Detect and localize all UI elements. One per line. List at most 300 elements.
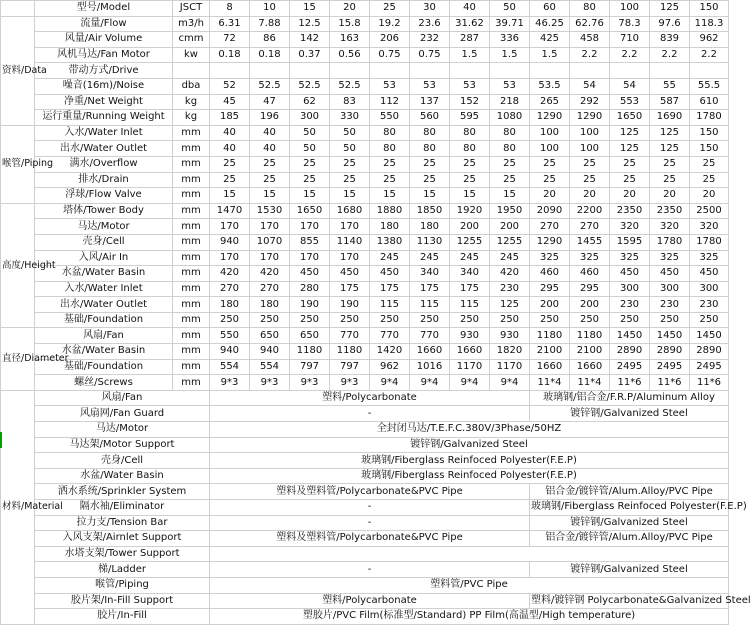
value-cell: 175 xyxy=(410,281,450,297)
value-cell: 196 xyxy=(250,110,290,126)
value-cell: 180 xyxy=(210,297,250,313)
value-cell: 1140 xyxy=(330,234,370,250)
param-label: 风机马达/Fan Motor xyxy=(35,47,173,63)
value-cell: 250 xyxy=(530,312,570,328)
value-cell: 0.18 xyxy=(210,47,250,63)
model-value: 80 xyxy=(570,1,610,17)
value-cell: 54 xyxy=(610,78,650,94)
value-cell xyxy=(490,63,530,79)
value-cell: 650 xyxy=(250,328,290,344)
material-param-label: 马达/Motor xyxy=(35,422,210,438)
value-cell: 250 xyxy=(250,312,290,328)
green-marker xyxy=(0,432,2,448)
value-cell: 185 xyxy=(210,110,250,126)
value-cell: 1420 xyxy=(370,344,410,360)
value-cell: 25 xyxy=(530,172,570,188)
unit-label: mm xyxy=(173,375,210,391)
value-cell: 460 xyxy=(530,266,570,282)
value-cell: 80 xyxy=(410,125,450,141)
unit-label: mm xyxy=(173,156,210,172)
value-cell: 1255 xyxy=(450,234,490,250)
value-cell: 1950 xyxy=(490,203,530,219)
unit-label: mm xyxy=(173,125,210,141)
value-cell: 450 xyxy=(690,266,729,282)
value-cell: 52.5 xyxy=(330,78,370,94)
value-cell: 25 xyxy=(570,156,610,172)
value-cell: 97.6 xyxy=(650,16,690,32)
value-cell: 50 xyxy=(290,125,330,141)
param-label: 净重/Net Weight xyxy=(35,94,173,110)
material-param-label: 入风支架/Airnlet Support xyxy=(35,531,210,547)
value-cell: 650 xyxy=(290,328,330,344)
value-cell: 940 xyxy=(250,344,290,360)
value-cell: 170 xyxy=(210,219,250,235)
value-cell: 770 xyxy=(370,328,410,344)
value-cell: 170 xyxy=(210,250,250,266)
value-cell: 25 xyxy=(330,172,370,188)
value-cell: 320 xyxy=(650,219,690,235)
material-row xyxy=(1,609,729,625)
value-cell: 325 xyxy=(650,250,690,266)
value-cell: 15 xyxy=(330,188,370,204)
value-cell: 2.2 xyxy=(570,47,610,63)
value-cell: 86 xyxy=(250,32,290,48)
material-param-label: 水塔支架/Tower Support xyxy=(35,546,210,562)
model-value: 60 xyxy=(530,1,570,17)
value-cell: 170 xyxy=(250,250,290,266)
value-cell: 7.88 xyxy=(250,16,290,32)
value-cell: 25 xyxy=(370,156,410,172)
value-cell: 1780 xyxy=(690,110,729,126)
unit-label xyxy=(173,63,210,79)
value-cell: 9*3 xyxy=(210,375,250,391)
param-label: 流量/Flow xyxy=(35,16,173,32)
value-cell: 6.31 xyxy=(210,16,250,32)
value-cell: 1450 xyxy=(690,328,729,344)
table-row xyxy=(1,125,729,141)
value-cell: 300 xyxy=(690,281,729,297)
material-value-small: - xyxy=(210,500,530,516)
table-row xyxy=(1,297,729,313)
value-cell: 610 xyxy=(690,94,729,110)
material-value-large: 铝合金/镀锌管/Alum.Alloy/PVC Pipe xyxy=(530,484,729,500)
spec-table-body xyxy=(1,1,751,625)
value-cell: 142 xyxy=(290,32,330,48)
value-cell: 770 xyxy=(330,328,370,344)
param-label: 水盆/Water Basin xyxy=(35,344,173,360)
value-cell: 420 xyxy=(490,266,530,282)
value-cell: 200 xyxy=(570,297,610,313)
value-cell: 2350 xyxy=(610,203,650,219)
value-cell: 11*4 xyxy=(530,375,570,391)
value-cell: 232 xyxy=(410,32,450,48)
value-cell xyxy=(450,63,490,79)
value-cell: 40 xyxy=(250,141,290,157)
value-cell: 1450 xyxy=(610,328,650,344)
value-cell: 25 xyxy=(370,172,410,188)
value-cell: 25 xyxy=(250,156,290,172)
category-label: 直径/Diameter xyxy=(1,328,35,390)
model-value: 20 xyxy=(330,1,370,17)
value-cell: 53 xyxy=(410,78,450,94)
value-cell: 40 xyxy=(210,141,250,157)
material-value-large: 塑料/镀锌钢 Polycarbonate&Galvanized Steel xyxy=(530,593,729,609)
value-cell: 115 xyxy=(410,297,450,313)
value-cell: 230 xyxy=(650,297,690,313)
value-cell: 250 xyxy=(410,312,450,328)
material-row xyxy=(1,390,729,406)
value-cell: 55 xyxy=(650,78,690,94)
material-value-small: 塑料/Polycarbonate xyxy=(210,593,530,609)
value-cell xyxy=(530,63,570,79)
value-cell: 200 xyxy=(490,219,530,235)
value-cell: 595 xyxy=(450,110,490,126)
material-param-label: 胶片架/In-Fill Support xyxy=(35,593,210,609)
value-cell: 175 xyxy=(370,281,410,297)
param-label: 塔体/Tower Body xyxy=(35,203,173,219)
material-param-label: 隔水袖/Eliminator xyxy=(35,500,210,516)
material-value-small: 塑料及塑料管/Polycarbonate&PVC Pipe xyxy=(210,531,530,547)
table-row xyxy=(1,156,729,172)
value-cell: 0.75 xyxy=(370,47,410,63)
material-value-small: - xyxy=(210,562,530,578)
value-cell: 554 xyxy=(250,359,290,375)
value-cell: 2.2 xyxy=(690,47,729,63)
param-label: 基础/Foundation xyxy=(35,359,173,375)
value-cell: 940 xyxy=(210,344,250,360)
material-value-large: 镀锌钢/Galvanized Steel xyxy=(530,515,729,531)
material-row xyxy=(1,531,729,547)
table-row xyxy=(1,47,729,63)
model-value: 50 xyxy=(490,1,530,17)
value-cell: 9*3 xyxy=(250,375,290,391)
value-cell: 1290 xyxy=(530,234,570,250)
value-cell: 23.6 xyxy=(410,16,450,32)
value-cell: 50 xyxy=(290,141,330,157)
value-cell: 1680 xyxy=(330,203,370,219)
value-cell: 9*4 xyxy=(410,375,450,391)
unit-label: kg xyxy=(173,110,210,126)
value-cell: 11*4 xyxy=(570,375,610,391)
model-value: 30 xyxy=(410,1,450,17)
value-cell: 15 xyxy=(450,188,490,204)
value-cell: 25 xyxy=(450,172,490,188)
material-param-label: 拉力支/Tension Bar xyxy=(35,515,210,531)
param-label: 入水/Water Inlet xyxy=(35,125,173,141)
value-cell: 1170 xyxy=(490,359,530,375)
table-row xyxy=(1,250,729,266)
value-cell: 52.5 xyxy=(290,78,330,94)
value-cell: 250 xyxy=(490,312,530,328)
value-cell: 250 xyxy=(450,312,490,328)
value-cell: 15 xyxy=(370,188,410,204)
value-cell: 50 xyxy=(330,125,370,141)
value-cell: 450 xyxy=(330,266,370,282)
value-cell: 250 xyxy=(690,312,729,328)
value-cell: 9*4 xyxy=(450,375,490,391)
value-cell: 2495 xyxy=(610,359,650,375)
material-param-label: 梯/Ladder xyxy=(35,562,210,578)
value-cell: 20 xyxy=(690,188,729,204)
unit-label: mm xyxy=(173,266,210,282)
value-cell xyxy=(410,63,450,79)
value-cell: 2090 xyxy=(530,203,570,219)
value-cell: 930 xyxy=(450,328,490,344)
unit-label: cmm xyxy=(173,32,210,48)
value-cell: 25 xyxy=(570,172,610,188)
value-cell: 2890 xyxy=(650,344,690,360)
value-cell: 52.5 xyxy=(250,78,290,94)
table-row xyxy=(1,16,729,32)
value-cell: 40 xyxy=(250,125,290,141)
value-cell: 170 xyxy=(330,219,370,235)
value-cell: 320 xyxy=(610,219,650,235)
value-cell: 1180 xyxy=(290,344,330,360)
model-label: 型号/Model xyxy=(35,1,173,17)
material-value-large: 玻璃钢/铝合金/F.R.P/Aluminum Alloy xyxy=(530,390,729,406)
param-label: 带动方式/Drive xyxy=(35,63,173,79)
value-cell: 1180 xyxy=(330,344,370,360)
material-row xyxy=(1,406,729,422)
value-cell: 962 xyxy=(370,359,410,375)
value-cell: 280 xyxy=(290,281,330,297)
value-cell: 45 xyxy=(210,94,250,110)
category-label: 资料/Data xyxy=(1,16,35,125)
value-cell xyxy=(370,63,410,79)
value-cell: 2.2 xyxy=(650,47,690,63)
value-cell: 9*3 xyxy=(330,375,370,391)
material-value: 塑料管/PVC Pipe xyxy=(210,577,729,593)
value-cell: 250 xyxy=(330,312,370,328)
value-cell: 72 xyxy=(210,32,250,48)
value-cell: 152 xyxy=(450,94,490,110)
value-cell: 175 xyxy=(450,281,490,297)
value-cell: 80 xyxy=(450,141,490,157)
param-label: 马达/Motor xyxy=(35,219,173,235)
unit-label: mm xyxy=(173,297,210,313)
value-cell: 115 xyxy=(450,297,490,313)
value-cell: 25 xyxy=(490,156,530,172)
value-cell: 710 xyxy=(610,32,650,48)
value-cell: 450 xyxy=(290,266,330,282)
value-cell: 320 xyxy=(690,219,729,235)
value-cell: 1650 xyxy=(610,110,650,126)
value-cell: 115 xyxy=(370,297,410,313)
value-cell: 2100 xyxy=(530,344,570,360)
value-cell: 230 xyxy=(490,281,530,297)
value-cell: 170 xyxy=(290,219,330,235)
material-row xyxy=(1,484,729,500)
value-cell: 180 xyxy=(410,219,450,235)
value-cell: 250 xyxy=(370,312,410,328)
param-label: 螺丝/Screws xyxy=(35,375,173,391)
value-cell: 80 xyxy=(410,141,450,157)
value-cell: 50 xyxy=(330,141,370,157)
material-row xyxy=(1,577,729,593)
model-value: 15 xyxy=(290,1,330,17)
value-cell: 930 xyxy=(490,328,530,344)
corner-cell xyxy=(1,1,35,17)
value-cell: 292 xyxy=(570,94,610,110)
table-row xyxy=(1,234,729,250)
value-cell: 1170 xyxy=(450,359,490,375)
param-label: 水盆/Water Basin xyxy=(35,266,173,282)
table-row xyxy=(1,266,729,282)
value-cell: 1180 xyxy=(570,328,610,344)
value-cell: 458 xyxy=(570,32,610,48)
value-cell: 62.76 xyxy=(570,16,610,32)
value-cell: 80 xyxy=(370,125,410,141)
table-row xyxy=(1,110,729,126)
value-cell: 1780 xyxy=(690,234,729,250)
value-cell: 15 xyxy=(250,188,290,204)
value-cell: 1880 xyxy=(370,203,410,219)
value-cell: 180 xyxy=(250,297,290,313)
value-cell xyxy=(250,63,290,79)
value-cell: 2200 xyxy=(570,203,610,219)
table-row xyxy=(1,359,729,375)
value-cell: 125 xyxy=(610,141,650,157)
material-value: 玻璃钢/Fiberglass Reinfoced Polyester(F.E.P) xyxy=(210,468,729,484)
model-value: 100 xyxy=(610,1,650,17)
value-cell: 1780 xyxy=(650,234,690,250)
table-row xyxy=(1,172,729,188)
value-cell xyxy=(610,63,650,79)
value-cell: 245 xyxy=(410,250,450,266)
value-cell: 163 xyxy=(330,32,370,48)
value-cell: 1660 xyxy=(570,359,610,375)
value-cell: 295 xyxy=(530,281,570,297)
value-cell: 15 xyxy=(490,188,530,204)
value-cell: 1450 xyxy=(650,328,690,344)
value-cell: 450 xyxy=(370,266,410,282)
model-unit: JSCT xyxy=(173,1,210,17)
value-cell: 180 xyxy=(370,219,410,235)
value-cell: 25 xyxy=(610,172,650,188)
value-cell: 25 xyxy=(490,172,530,188)
table-row xyxy=(1,188,729,204)
value-cell: 25 xyxy=(610,156,650,172)
value-cell: 125 xyxy=(490,297,530,313)
material-row xyxy=(1,546,729,562)
param-label: 排水/Drain xyxy=(35,172,173,188)
value-cell: 137 xyxy=(410,94,450,110)
value-cell: 47 xyxy=(250,94,290,110)
value-cell: 940 xyxy=(210,234,250,250)
value-cell: 118.3 xyxy=(690,16,729,32)
material-value-large: 玻璃钢/Fiberglass Reinfoced Polyester(F.E.P) xyxy=(530,500,729,516)
table-row xyxy=(1,78,729,94)
value-cell: 1660 xyxy=(530,359,570,375)
table-row xyxy=(1,94,729,110)
material-row xyxy=(1,422,729,438)
value-cell: 25 xyxy=(330,156,370,172)
material-param-label: 喉管/Piping xyxy=(35,577,210,593)
value-cell: 340 xyxy=(410,266,450,282)
unit-label: mm xyxy=(173,219,210,235)
value-cell: 175 xyxy=(330,281,370,297)
unit-label: kw xyxy=(173,47,210,63)
value-cell: 78.3 xyxy=(610,16,650,32)
material-row xyxy=(1,515,729,531)
value-cell: 797 xyxy=(290,359,330,375)
material-param-label: 马达架/Motor Support xyxy=(35,437,210,453)
value-cell: 15 xyxy=(410,188,450,204)
value-cell: 2350 xyxy=(650,203,690,219)
value-cell: 420 xyxy=(210,266,250,282)
material-row xyxy=(1,562,729,578)
value-cell: 25 xyxy=(290,156,330,172)
value-cell: 150 xyxy=(690,125,729,141)
param-label: 壳身/Cell xyxy=(35,234,173,250)
value-cell: 80 xyxy=(490,141,530,157)
value-cell: 270 xyxy=(210,281,250,297)
value-cell: 2495 xyxy=(690,359,729,375)
value-cell: 1.5 xyxy=(450,47,490,63)
value-cell: 300 xyxy=(610,281,650,297)
param-label: 噪音(16m)/Noise xyxy=(35,78,173,94)
unit-label: mm xyxy=(173,141,210,157)
value-cell: 15.8 xyxy=(330,16,370,32)
value-cell: 15 xyxy=(210,188,250,204)
value-cell: 1130 xyxy=(410,234,450,250)
value-cell: 340 xyxy=(450,266,490,282)
value-cell: 336 xyxy=(490,32,530,48)
value-cell: 1660 xyxy=(410,344,450,360)
value-cell: 190 xyxy=(290,297,330,313)
param-label: 入风/Air In xyxy=(35,250,173,266)
param-label: 风扇/Fan xyxy=(35,328,173,344)
value-cell: 855 xyxy=(290,234,330,250)
value-cell: 25 xyxy=(650,172,690,188)
value-cell: 112 xyxy=(370,94,410,110)
value-cell: 200 xyxy=(450,219,490,235)
material-value-large: 镀锌钢/Galvanized Steel xyxy=(530,406,729,422)
value-cell: 325 xyxy=(610,250,650,266)
value-cell: 230 xyxy=(690,297,729,313)
material-value-large: 镀锌钢/Galvanized Steel xyxy=(530,562,729,578)
value-cell: 100 xyxy=(530,141,570,157)
value-cell: 170 xyxy=(290,250,330,266)
value-cell: 2.2 xyxy=(610,47,650,63)
model-value: 150 xyxy=(690,1,729,17)
value-cell: 100 xyxy=(570,141,610,157)
value-cell xyxy=(650,63,690,79)
table-row xyxy=(1,281,729,297)
unit-label: mm xyxy=(173,234,210,250)
param-label: 浮球/Flow Valve xyxy=(35,188,173,204)
category-label: 高度/Height xyxy=(1,203,35,328)
param-label: 满水/Overflow xyxy=(35,156,173,172)
model-value: 40 xyxy=(450,1,490,17)
value-cell: 25 xyxy=(690,172,729,188)
value-cell: 2890 xyxy=(610,344,650,360)
value-cell: 0.18 xyxy=(250,47,290,63)
value-cell: 962 xyxy=(690,32,729,48)
value-cell: 0.75 xyxy=(410,47,450,63)
value-cell: 150 xyxy=(690,141,729,157)
value-cell: 206 xyxy=(370,32,410,48)
value-cell: 460 xyxy=(570,266,610,282)
value-cell xyxy=(330,63,370,79)
material-value: 全封闭马达/T.E.F.C.380V/3Phase/50HZ xyxy=(210,422,729,438)
value-cell: 11*6 xyxy=(690,375,729,391)
value-cell: 55.5 xyxy=(690,78,729,94)
value-cell: 839 xyxy=(650,32,690,48)
value-cell: 46.25 xyxy=(530,16,570,32)
material-row xyxy=(1,593,729,609)
value-cell: 100 xyxy=(530,125,570,141)
